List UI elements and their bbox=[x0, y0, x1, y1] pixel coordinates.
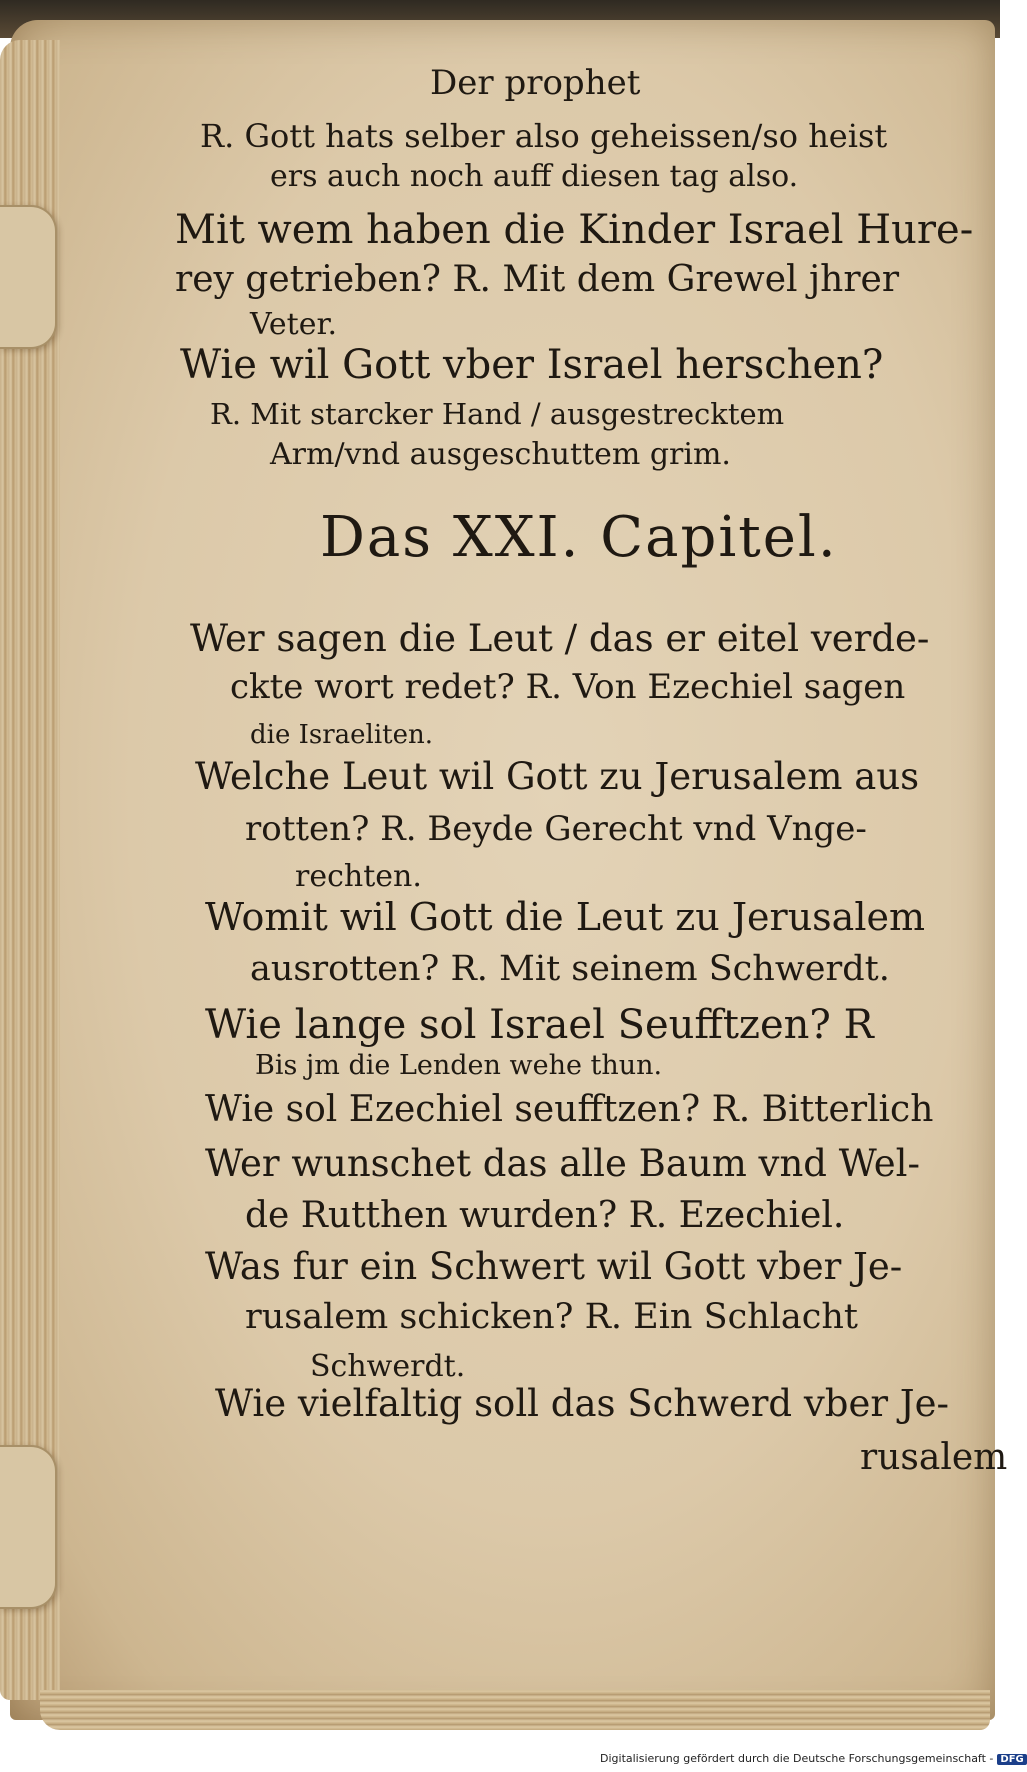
text-line: Arm/vnd ausgeschuttem grim. bbox=[270, 437, 731, 472]
dfg-logo: DFG bbox=[997, 1754, 1026, 1765]
credit-text: Digitalisierung gefördert durch die Deutsche Forschungsgemeinschaft - bbox=[600, 1752, 994, 1765]
chapter-heading: Das XXI. Capitel. bbox=[320, 505, 838, 570]
text-line: R. Gott hats selber also geheissen/so heist bbox=[200, 117, 888, 155]
text-line: rusalem bbox=[860, 1437, 1008, 1478]
text-line: Schwerdt. bbox=[310, 1349, 466, 1384]
text-line: ausrotten? R. Mit seinem Schwerdt. bbox=[250, 949, 890, 989]
text-line: ers auch noch auff diesen tag also. bbox=[270, 159, 799, 194]
text-line: Veter. bbox=[250, 307, 338, 342]
text-line: Wie lange sol Israel Seufftzen? R bbox=[205, 1002, 874, 1048]
text-line: Mit wem haben die Kinder Israel Hure- bbox=[175, 207, 974, 253]
text-line: R. Mit starcker Hand / ausgestrecktem bbox=[210, 397, 785, 431]
text-line: de Rutthen wurden? R. Ezechiel. bbox=[245, 1195, 845, 1236]
text-line: Wie sol Ezechiel seufftzen? R. Bitterlich bbox=[205, 1089, 934, 1130]
text-line: rechten. bbox=[295, 859, 422, 894]
text-line: Wer sagen die Leut / das er eitel verde- bbox=[190, 617, 930, 660]
text-line: rotten? R. Beyde Gerecht vnd Vnge- bbox=[245, 809, 867, 849]
running-head: Der prophet bbox=[430, 63, 641, 103]
text-line: die Israeliten. bbox=[250, 720, 434, 750]
text-line: Wie vielfaltig soll das Schwerd vber Je- bbox=[215, 1382, 950, 1425]
text-line: Was fur ein Schwert wil Gott vber Je- bbox=[205, 1245, 903, 1288]
text-line: rusalem schicken? R. Ein Schlacht bbox=[245, 1297, 858, 1337]
text-line: rey getrieben? R. Mit dem Grewel jhrer bbox=[175, 259, 900, 300]
text-line: ckte wort redet? R. Von Ezechiel sagen bbox=[230, 667, 906, 707]
text-line: Welche Leut wil Gott zu Jerusalem aus bbox=[195, 755, 920, 798]
text-line: Bis jm die Lenden wehe thun. bbox=[255, 1050, 663, 1081]
text-line: Womit wil Gott die Leut zu Jerusalem bbox=[205, 895, 926, 939]
text-line: Wie wil Gott vber Israel herschen? bbox=[180, 342, 884, 388]
text-line: Wer wunschet das alle Baum vnd Wel- bbox=[205, 1142, 920, 1185]
digitization-credit bbox=[600, 1752, 1027, 1765]
